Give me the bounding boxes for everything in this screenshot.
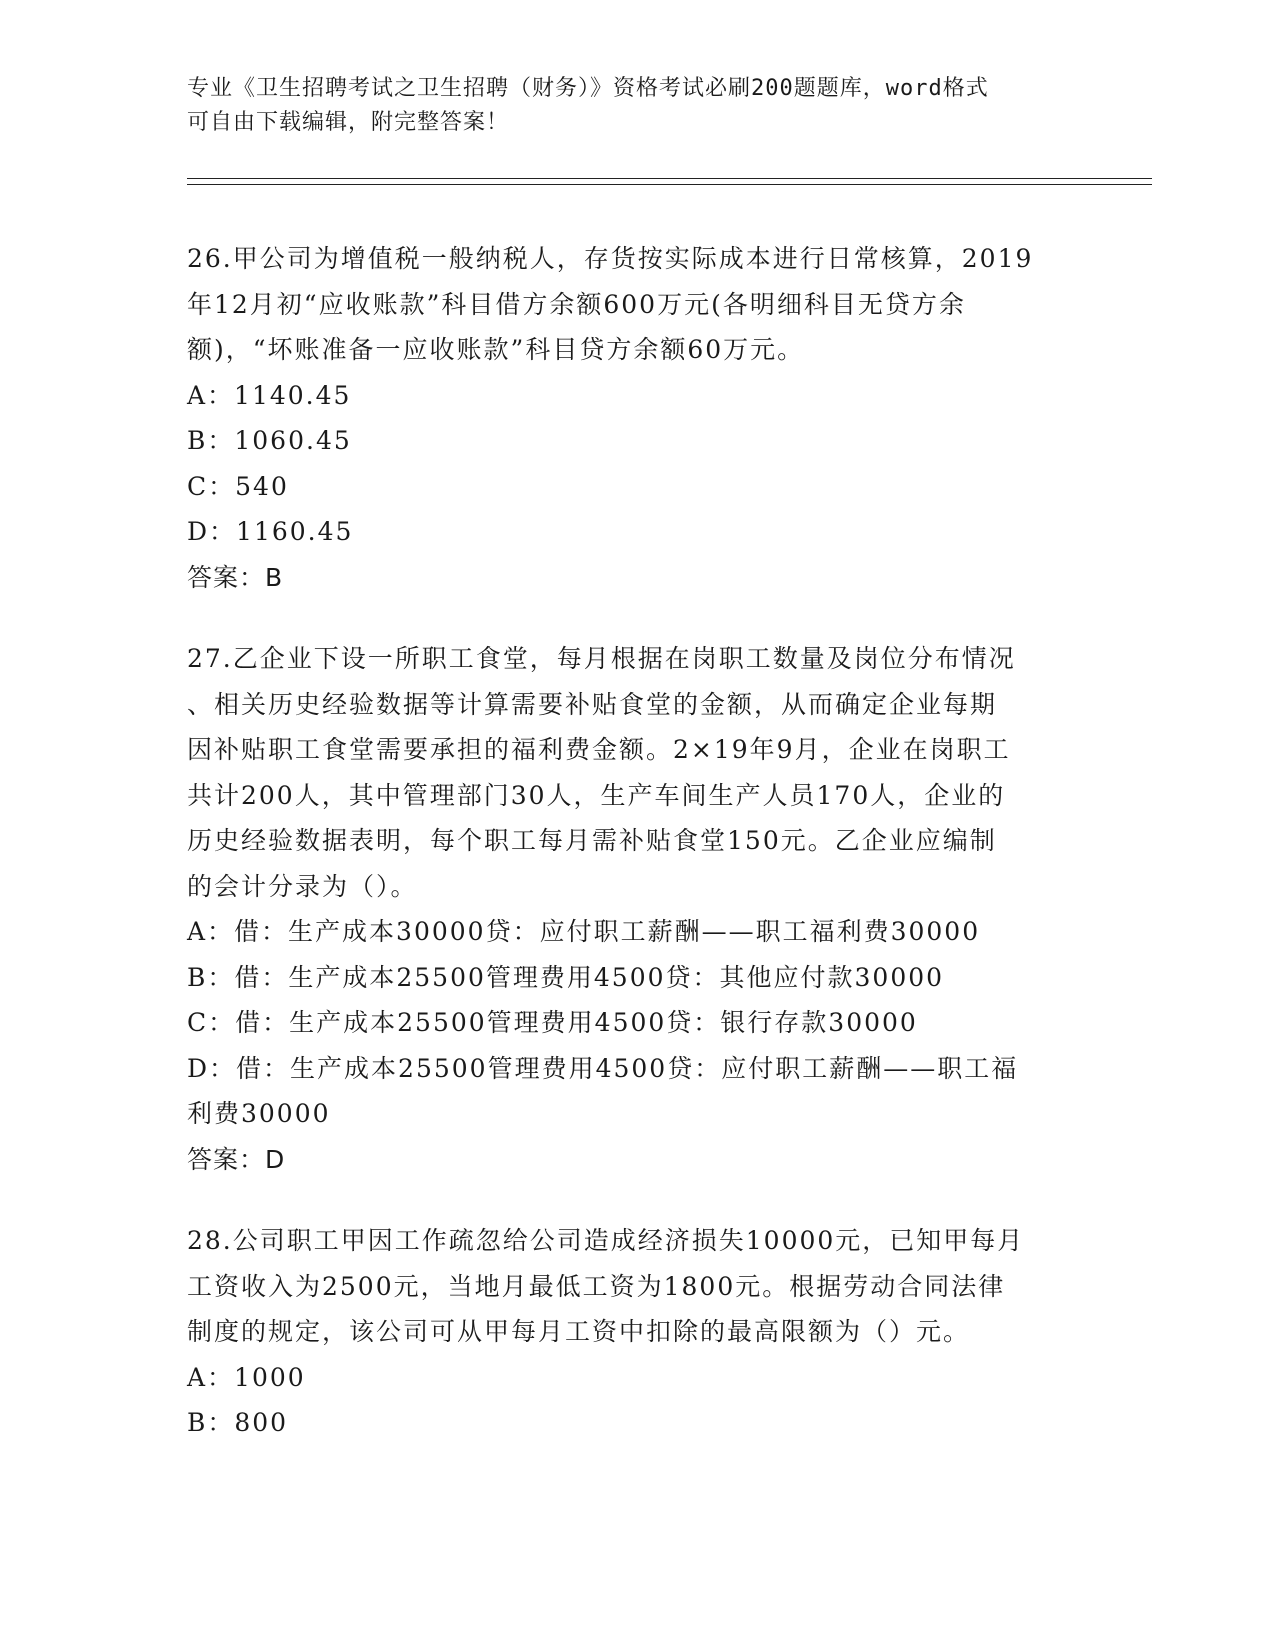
- question-stem-line: 历史经验数据表明，每个职工每月需补贴食堂150元。乙企业应编制: [187, 826, 997, 855]
- header-line-1: 专业《卫生招聘考试之卫生招聘（财务）》资格考试必刷200题题库，word格式: [187, 76, 989, 101]
- answer-option: D：1160.45: [187, 517, 354, 546]
- answer-option: 利费30000: [187, 1099, 331, 1128]
- answer-key: 答案：D: [187, 1144, 286, 1174]
- question-block: [187, 636, 1087, 1182]
- question-stem-line: 、相关历史经验数据等计算需要补贴食堂的金额，从而确定企业每期: [187, 689, 998, 719]
- question-stem-line: 共计200人，其中管理部门30人，生产车间生产人员170人，企业的: [187, 780, 1006, 810]
- answer-option: D：借：生产成本25500管理费用4500贷：应付职工薪酬——职工福: [187, 1053, 1019, 1083]
- question-stem: [187, 636, 1087, 909]
- answer-option: A：1140.45: [187, 380, 352, 410]
- answer-option: A：借：生产成本30000贷：应付职工薪酬——职工福利费30000: [187, 917, 981, 946]
- question-stem: [187, 236, 1087, 373]
- question-stem-line: 额)，“坏账准备一应收账款”科目贷方余额60万元。: [187, 335, 805, 364]
- question-block: [187, 1218, 1087, 1446]
- header-line-2: 可自由下载编辑，附完整答案！: [187, 110, 510, 135]
- question-stem-line: 26.甲公司为增值税一般纳税人，存货按实际成本进行日常核算，2019: [187, 244, 1034, 273]
- header-divider-top: [187, 178, 1152, 179]
- question-block: [187, 236, 1087, 600]
- answer-option: B：1060.45: [187, 426, 352, 455]
- document-header: [187, 72, 1087, 140]
- answer-option: C：540: [187, 471, 289, 501]
- question-list: [187, 236, 1087, 1482]
- question-stem-line: 年12月初“应收账款”科目借方余额600万元(各明细科目无贷方余: [187, 289, 966, 319]
- question-stem-line: 27.乙企业下设一所职工食堂，每月根据在岗职工数量及岗位分布情况: [187, 644, 1016, 673]
- answer-key: 答案：B: [187, 562, 284, 592]
- question-stem-line: 工资收入为2500元，当地月最低工资为1800元。根据劳动合同法律: [187, 1271, 1006, 1301]
- answer-option: C：借：生产成本25500管理费用4500贷：银行存款30000: [187, 1008, 918, 1037]
- answer-option: B：800: [187, 1408, 289, 1437]
- question-stem-line: 因补贴职工食堂需要承担的福利费金额。2×19年9月，企业在岗职工: [187, 735, 1011, 764]
- question-stem-line: 28.公司职工甲因工作疏忽给公司造成经济损失10000元，已知甲每月: [187, 1226, 1025, 1255]
- header-divider-bottom: [187, 184, 1152, 185]
- question-stem-line: 的会计分录为（）。: [187, 871, 418, 901]
- question-stem-line: 制度的规定，该公司可从甲每月工资中扣除的最高限额为（）元。: [187, 1317, 971, 1346]
- question-stem: [187, 1218, 1087, 1355]
- answer-option: A：1000: [187, 1362, 306, 1392]
- answer-option: B：借：生产成本25500管理费用4500贷：其他应付款30000: [187, 962, 945, 992]
